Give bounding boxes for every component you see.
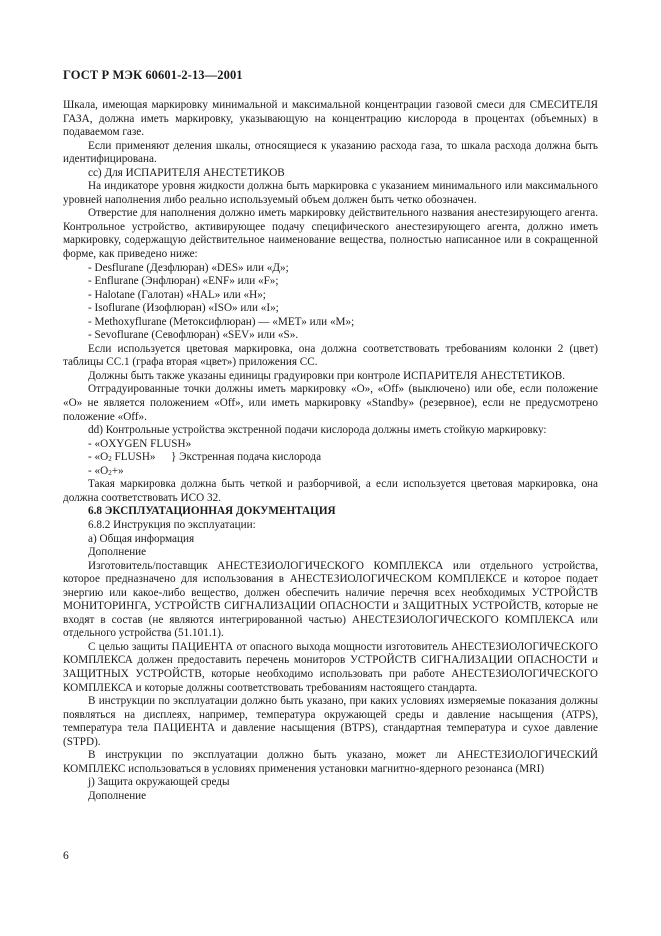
flush-marking-1: - «OXYGEN FLUSH» (88, 437, 192, 450)
section-heading: 6.8 ЭКСПЛУАТАЦИОННАЯ ДОКУМЕНТАЦИЯ (88, 505, 336, 518)
clause-cc-heading: cc) Для ИСПАРИТЕЛЯ АНЕСТЕТИКОВ (88, 166, 285, 179)
item-general-info: а) Общая информация (88, 532, 195, 545)
addition-label: Дополнение (88, 789, 147, 802)
agent-list-item: - Sevoflurane (Севофлюран) «SEV» или «S». (88, 329, 299, 342)
subsection-heading: 6.8.2 Инструкция по эксплуатации: (88, 518, 256, 531)
addition-label: Дополнение (88, 546, 147, 559)
paragraph-patient-protection: С целью защиты ПАЦИЕНТА от опасного выхода мощности изготовитель АНЕСТЕЗИОЛОГИЧЕСКОГО КОМПЛЕКСА должен предоставить перечень мониторов УСТРОЙСТВ СИГНАЛИЗАЦИИ ОПАСНОСТИ и ЗАЩИТНЫХ УСТРОЙСТВ, которые необходимо использовать при работе АНЕСТЕЗИОЛОГИЧЕСКОГО КОМПЛЕКСА и которые должны соответствовать требованиям настоящего стандарта. (63, 640, 598, 694)
flush-marking-2: - «$O_2$ FLUSH» } Экстренная подача кислорода (88, 451, 322, 464)
page-header: ГОСТ Р МЭК 60601-2-13—2001 (63, 68, 243, 82)
paragraph-filling-port: Отверстие для наполнения должно иметь маркировку действительного названия анестезирующего агента. Контрольное устройство, активирующее подачу специфического анестезирующего агента, должно иметь маркировку, содержащую действительное наименование вещества, полностью написанное или в сокращенной форме, как приведено ниже: (63, 207, 598, 261)
flush-brace-note: } Экстренная подача кислорода (171, 451, 322, 464)
paragraph-calibrated-points: Отградуированные точки должны иметь маркировку «О», «Off» (выключено) или обе, если положение «О» не является положением «Off», или иметь маркировку «Standby» (резервное), если не предусмотрено положение «Off». (63, 383, 598, 423)
paragraph-display-conditions: В инструкции по эксплуатации должно быть указано, при каких условиях измеряемые показания должны появляться на дисплеях, например, температура окружающей среды и давление насыщения (ATPS), температура тела ПАЦИЕНТА и давление насыщения (BTPS), стандартная температура и сухое давление (STPD). (63, 695, 598, 748)
paragraph-mri: В инструкции по эксплуатации должно быть указано, может ли АНЕСТЕЗИОЛОГИЧЕСКИЙ КОМПЛЕКС использоваться в условиях применения установки магнитно-ядерного резонанса (MRI) (63, 749, 598, 775)
agent-list-item: - Isoflurane (Изофлюран) «ISO» или «I»; (88, 302, 279, 315)
paragraph-calibration-units: Должны быть также указаны единицы градуировки при контроле ИСПАРИТЕЛЯ АНЕСТЕТИКОВ. (88, 369, 565, 382)
document-body (63, 99, 598, 803)
page-number: 6 (63, 850, 69, 862)
paragraph-manufacturer-list: Изготовитель/поставщик АНЕСТЕЗИОЛОГИЧЕСКОГО КОМПЛЕКСА или отдельного устройства, которое предназначено для использования в АНЕСТЕЗИОЛОГИЧЕСКОМ КОМПЛЕКСЕ и которое подает энергию или какое-либо вещество, должен обеспечить наличие перечня всех необходимых УСТРОЙСТВ МОНИТОРИНГА, УСТРОЙСТВ СИГНАЛИЗАЦИИ ОПАСНОСТИ и ЗАЩИТНЫХ УСТРОЙСТВ, которые не входят в состав (не являются интегрированной частью) АНЕСТЕЗИОЛОГИЧЕСКОГО КОМПЛЕКСА или отдельного устройства (51.101.1). (63, 559, 598, 640)
agent-list-item: - Halotane (Галотан) «HAL» или «H»; (88, 288, 266, 301)
paragraph-liquid-level: На индикаторе уровня жидкости должна быть маркировка с указанием минимального или максимального уровней наполнения либо реально используемый объем должен быть четко обозначен. (63, 180, 598, 206)
flush-marking-3: - «$O_2+$» (88, 464, 124, 477)
paragraph-gas-mixer-scale: Шкала, имеющая маркировку минимальной и максимальной концентрации газовой смеси для СМЕСИТЕЛЯ ГАЗА, должна иметь маркировку, указывающую на концентрацию кислорода в процентах (объемных) в подаваемом газе. (63, 99, 598, 139)
paragraph-legibility: Такая маркировка должна быть четкой и разборчивой, а если используется цветовая маркировка, она должна соответствовать ИСО 32. (63, 478, 598, 504)
agent-list-item: - Enflurane (Энфлюран) «ENF» или «F»; (88, 275, 279, 288)
clause-dd-oxygen-flush: dd) Контрольные устройства экстренной подачи кислорода должны иметь стойкую маркировку: (88, 424, 547, 437)
agent-list-item: - Methoxyflurane (Метоксифлюран) — «МЕТ» или «М»; (88, 315, 355, 328)
item-environment: j) Защита окружающей среды (88, 776, 230, 789)
paragraph-flow-scale: Если применяют деления шкалы, относящиеся к указанию расхода газа, то шкала расхода должна быть идентифицирована. (63, 139, 598, 166)
paragraph-color-coding: Если используется цветовая маркировка, она должна соответствовать требованиям колонки 2 (цвет) таблицы СС.1 (графа вторая «цвет») приложения СС. (63, 342, 598, 369)
agent-list-item: - Desflurane (Дезфлюран) «DES» или «Д»; (88, 261, 289, 274)
